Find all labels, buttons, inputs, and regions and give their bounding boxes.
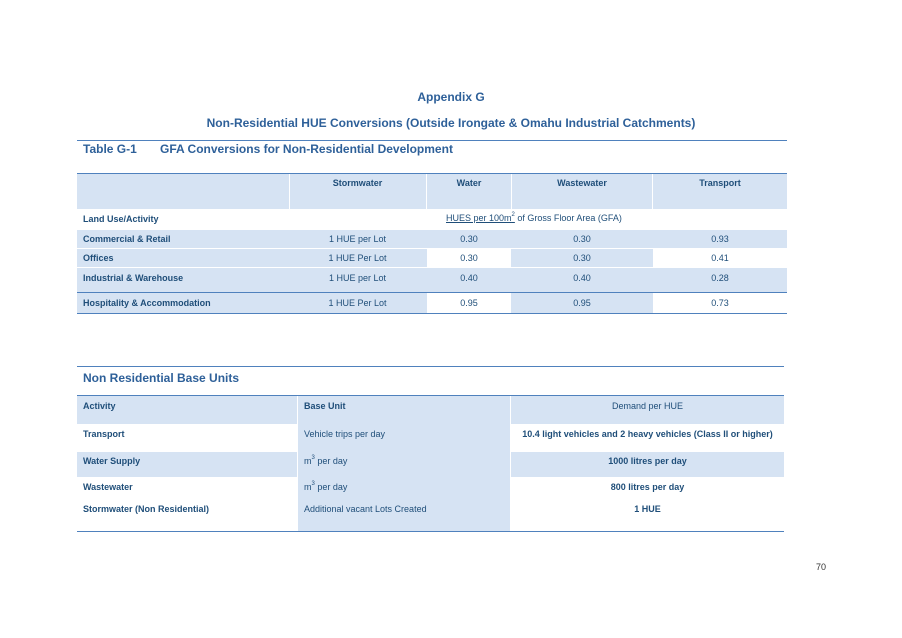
row-water: 0.40 [460,273,478,283]
row-transport: 0.41 [711,253,729,263]
page-number: 70 [815,562,826,572]
row-demand: 1000 litres per day [608,456,687,466]
appendix-title: Appendix G [417,90,485,104]
row-activity: Water Supply [83,456,141,466]
row-activity: Stormwater (Non Residential) [83,504,210,514]
row-wastewater: 0.95 [573,298,591,308]
table1-bottom-rule [77,313,787,314]
header-demand-per-hue: Demand per HUE [611,401,684,411]
header-activity: Activity [83,401,116,411]
row-activity: Hospitality & Accommodation [83,298,211,308]
row-wastewater: 0.30 [573,234,591,244]
row-stormwater: 1 HUE per Lot [328,273,387,283]
row-base-unit: $m^3$ per day [304,481,348,492]
row-demand: 1 HUE [634,504,661,514]
row-water: 0.30 [460,253,478,263]
row-water: 0.95 [460,298,478,308]
header-transport: Transport [699,178,741,188]
row-base-unit: Additional vacant Lots Created [304,504,427,514]
row-demand: 800 litres per day [610,482,685,492]
table2-title: Non Residential Base Units [83,371,240,385]
row-water: 0.30 [460,234,478,244]
header-wastewater: Wastewater [557,178,607,188]
land-use-label: Land Use/Activity [83,214,159,224]
row-stormwater: 1 HUE Per Lot [328,298,387,308]
row-stormwater: 1 HUE Per Lot [328,253,387,263]
table2-bottom-rule [77,531,784,532]
table1-top-rule [77,140,787,141]
row-wastewater: 0.30 [573,253,591,263]
hues-unit-note: HUES per $100m^2$ of Gross Floor Area (GFA) [446,212,622,223]
row-activity: Industrial & Warehouse [83,273,184,283]
row-activity: Transport [83,429,125,439]
row-transport: 0.93 [711,234,729,244]
row-stormwater: 1 HUE per Lot [328,234,387,244]
row-activity: Wastewater [83,482,133,492]
header-base-unit: Base Unit [304,401,346,411]
row-transport: 0.73 [711,298,729,308]
table2-top-rule [77,366,784,367]
header-water: Water [456,178,482,188]
row-activity: Offices [83,253,114,263]
table1-label: Table G-1 [83,142,137,156]
table1-title: GFA Conversions for Non-Residential Development [160,142,453,156]
row-base-unit: Vehicle trips per day [304,429,386,439]
page-subtitle: Non-Residential HUE Conversions (Outside Irongate & Omahu Industrial Catchments) [206,116,696,130]
row-base-unit: $m^3$ per day [304,455,348,466]
row-activity: Commercial & Retail [83,234,171,244]
row-wastewater: 0.40 [573,273,591,283]
header-stormwater: Stormwater [332,178,383,188]
row-transport: 0.28 [711,273,729,283]
row-demand: 10.4 light vehicles and 2 heavy vehicles (Class II or higher) [522,429,773,439]
